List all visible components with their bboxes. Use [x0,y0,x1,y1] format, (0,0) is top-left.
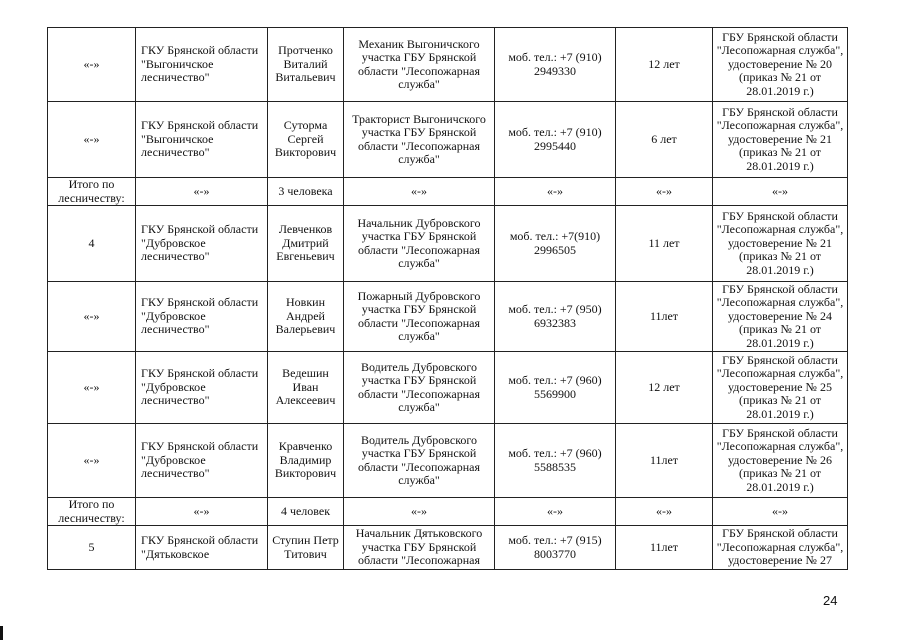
phone-cell: моб. тел.: +7 (910) 2995440 [495,102,616,178]
experience-cell: 11лет [616,526,713,570]
organization-cell: «-» [136,498,268,526]
organization-cell: ГКУ Брянской области "Дубровское лесничество" [136,282,268,352]
experience-cell: 12 лет [616,28,713,102]
position-cell: Тракторист Выгоничского участка ГБУ Брянской области "Лесопожарная служба" [344,102,495,178]
position-cell: Начальник Дятьковского участка ГБУ Брянской области "Лесопожарная [344,526,495,570]
number-cell: «-» [48,424,136,498]
certificate-cell: ГБУ Брянской области "Лесопожарная служба", удостоверение № 21 (приказ № 21 от 28.01.2019 г.) [713,206,848,282]
position-cell: Водитель Дубровского участка ГБУ Брянской области "Лесопожарная служба" [344,352,495,424]
experience-cell: 12 лет [616,352,713,424]
table-row [48,352,848,424]
certificate-cell: ГБУ Брянской области "Лесопожарная служба", удостоверение № 27 [713,526,848,570]
phone-cell: «-» [495,498,616,526]
table-row [48,526,848,570]
experience-cell: «-» [616,498,713,526]
number-cell: 4 [48,206,136,282]
number-cell: Итого по лесничеству: [48,178,136,206]
name-cell: Кравченко Владимир Викторович [268,424,344,498]
table-row [48,424,848,498]
organization-cell: ГКУ Брянской области "Выгоничское лесничество" [136,28,268,102]
phone-cell: моб. тел.: +7 (915) 8003770 [495,526,616,570]
organization-cell: ГКУ Брянской области "Выгоничское лесничество" [136,102,268,178]
position-cell: Механик Выгоничского участка ГБУ Брянской области "Лесопожарная служба" [344,28,495,102]
certificate-cell: «-» [713,178,848,206]
number-cell: «-» [48,352,136,424]
total-row [48,498,848,526]
certificate-cell: ГБУ Брянской области "Лесопожарная служба", удостоверение № 24 (приказ № 21 от 28.01.2019 г.) [713,282,848,352]
name-cell: Левченков Дмитрий Евгеньевич [268,206,344,282]
name-cell: Протченко Виталий Витальевич [268,28,344,102]
organization-cell: ГКУ Брянской области "Дятьковское [136,526,268,570]
number-cell: Итого по лесничеству: [48,498,136,526]
certificate-cell: ГБУ Брянской области "Лесопожарная служба", удостоверение № 25 (приказ № 21 от 28.01.2019 г.) [713,352,848,424]
organization-cell: ГКУ Брянской области "Дубровское лесничество" [136,352,268,424]
phone-cell: «-» [495,178,616,206]
organization-cell: ГКУ Брянской области "Дубровское лесничество" [136,206,268,282]
position-cell: Водитель Дубровского участка ГБУ Брянской области "Лесопожарная служба" [344,424,495,498]
position-cell: «-» [344,498,495,526]
page-number: 24 [823,593,838,608]
phone-cell: моб. тел.: +7 (960) 5569900 [495,352,616,424]
name-cell: Сутормa Сергей Викторович [268,102,344,178]
number-cell: «-» [48,102,136,178]
name-cell: Ведешин Иван Алексеевич [268,352,344,424]
table-row [48,28,848,102]
name-cell: Новкин Андрей Валерьевич [268,282,344,352]
personnel-table [47,27,848,570]
number-cell: «-» [48,282,136,352]
organization-cell: ГКУ Брянской области "Дубровское лесничество" [136,424,268,498]
phone-cell: моб. тел.: +7(910) 2996505 [495,206,616,282]
scan-mark [0,626,3,640]
experience-cell: 11лет [616,424,713,498]
phone-cell: моб. тел.: +7 (950) 6932383 [495,282,616,352]
position-cell: «-» [344,178,495,206]
phone-cell: моб. тел.: +7 (910) 2949330 [495,28,616,102]
total-row [48,178,848,206]
table-row [48,206,848,282]
experience-cell: «-» [616,178,713,206]
certificate-cell: ГБУ Брянской области "Лесопожарная служба", удостоверение № 20 (приказ № 21 от 28.01.2019 г.) [713,28,848,102]
name-cell: Ступин Петр Титович [268,526,344,570]
table-row [48,282,848,352]
certificate-cell: ГБУ Брянской области "Лесопожарная служба", удостоверение № 21 (приказ № 21 от 28.01.2019 г.) [713,102,848,178]
number-cell: «-» [48,28,136,102]
experience-cell: 11 лет [616,206,713,282]
experience-cell: 11лет [616,282,713,352]
position-cell: Пожарный Дубровского участка ГБУ Брянской области "Лесопожарная служба" [344,282,495,352]
certificate-cell: ГБУ Брянской области "Лесопожарная служба", удостоверение № 26 (приказ № 21 от 28.01.2019 г.) [713,424,848,498]
name-cell: 4 человек [268,498,344,526]
name-cell: 3 человека [268,178,344,206]
position-cell: Начальник Дубровского участка ГБУ Брянской области "Лесопожарная служба" [344,206,495,282]
number-cell: 5 [48,526,136,570]
organization-cell: «-» [136,178,268,206]
experience-cell: 6 лет [616,102,713,178]
table-body [48,28,848,570]
table-row [48,102,848,178]
phone-cell: моб. тел.: +7 (960) 5588535 [495,424,616,498]
certificate-cell: «-» [713,498,848,526]
